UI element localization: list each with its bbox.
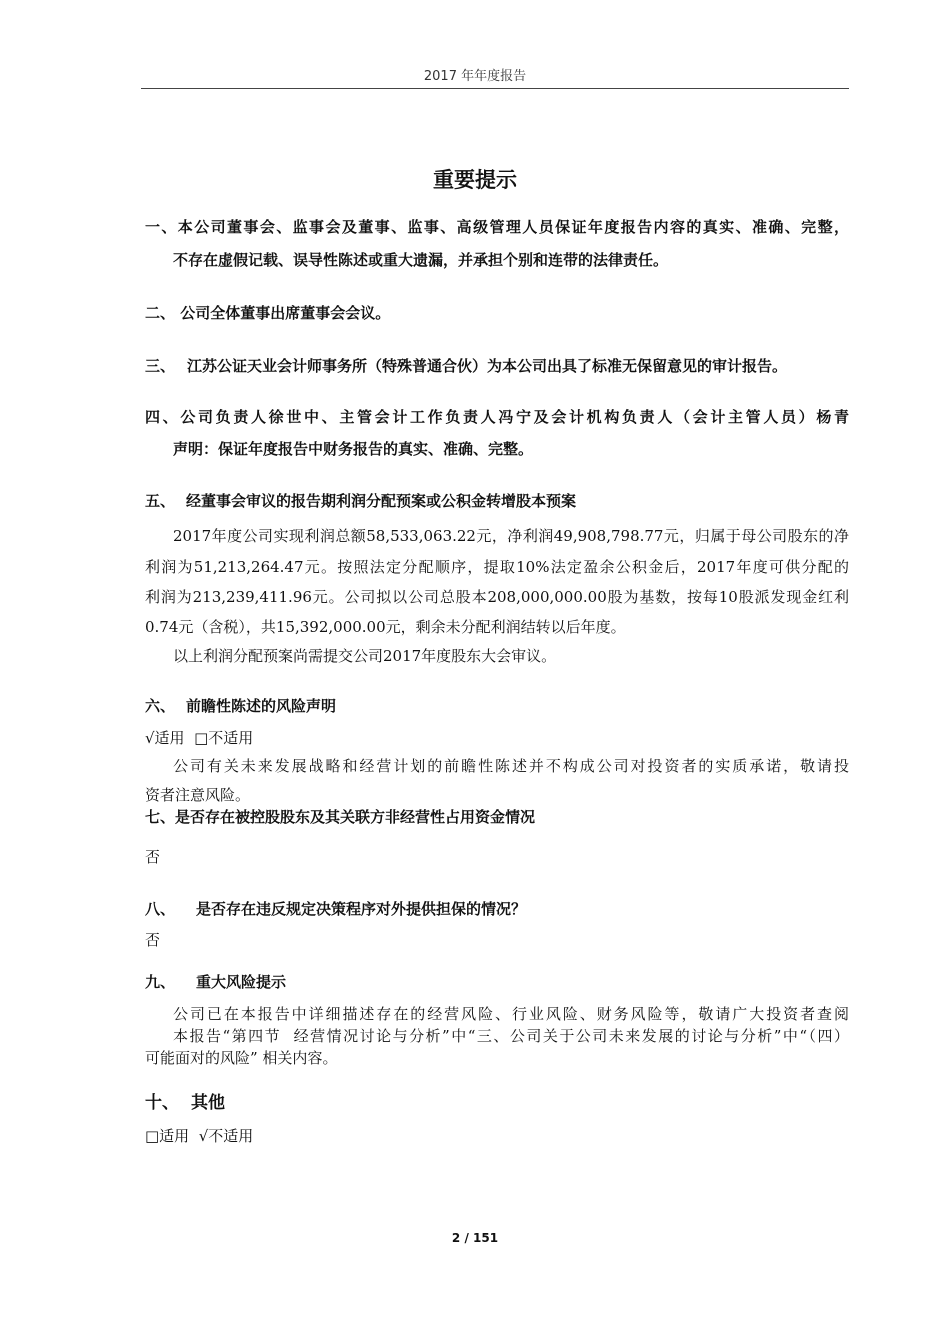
section-9-paragraph-line-3: 可能面对的风险” 相关内容。 [145, 1049, 338, 1067]
section-7-answer: 否 [145, 848, 161, 866]
section-6-paragraph-line-2: 资者注意风险。 [145, 786, 251, 804]
section-5-paragraph-line-1: 2017年度公司实现利润总额58,533,063.22元，净利润49,908,798.77元，归属于母公司股东的净 [173, 527, 849, 545]
section-4-line-2: 声明：保证年度报告中财务报告的真实、准确、完整。 [173, 440, 534, 458]
section-2: 二、 公司全体董事出席董事会会议。 [145, 304, 391, 322]
header-rule [141, 88, 849, 89]
section-5-paragraph-2: 以上利润分配预案尚需提交公司2017年度股东大会审议。 [173, 647, 557, 665]
section-10-heading: 其他 [191, 1093, 225, 1113]
section-10-number: 十、 [145, 1093, 179, 1113]
section-8-answer: 否 [145, 931, 161, 949]
section-7-heading: 七、是否存在被控股股东及其关联方非经营性占用资金情况 [145, 808, 536, 826]
section-3-text: 江苏公证天业会计师事务所（特殊普通合伙）为本公司出具了标准无保留意见的审计报告。 [187, 357, 788, 375]
section-5-paragraph-line-2: 利润为51,213,264.47元。按照法定分配顺序，提取10%法定盈余公积金后，2017年度可供分配的 [145, 558, 849, 576]
section-5-paragraph-line-4: 0.74元（含税），共15,392,000.00元，剩余未分配利润结转以后年度。 [145, 618, 626, 636]
section-6-number: 六、 [145, 697, 176, 715]
section-3-number: 三、 [145, 357, 176, 375]
section-6-paragraph-line-1: 公司有关未来发展战略和经营计划的前瞻性陈述并不构成公司对投资者的实质承诺，敬请投 [173, 757, 849, 775]
section-8-heading: 是否存在违反规定决策程序对外提供担保的情况？ [196, 900, 527, 918]
section-5-heading: 经董事会审议的报告期利润分配预案或公积金转增股本预案 [186, 492, 577, 510]
section-4-line-1: 四、公司负责人徐世中、主管会计工作负责人冯宁及会计机构负责人（会计主管人员）杨青 [145, 408, 849, 426]
section-10-applicability: □适用 √不适用 [145, 1127, 254, 1145]
section-9-heading: 重大风险提示 [196, 973, 287, 991]
section-9-paragraph-line-2: 本报告“第四节 经营情况讨论与分析”中“三、公司关于公司未来发展的讨论与分析”中“（四） [173, 1027, 849, 1045]
section-9-number: 九、 [145, 973, 176, 991]
section-8-number: 八、 [145, 900, 176, 918]
section-9-paragraph-line-1: 公司已在本报告中详细描述存在的经营风险、行业风险、财务风险等，敬请广大投资者查阅 [173, 1005, 849, 1023]
section-5-number: 五、 [145, 492, 176, 510]
section-5-paragraph-line-3: 利润为213,239,411.96元。公司拟以公司总股本208,000,000.00股为基数，按每10股派发现金红利 [145, 588, 849, 606]
section-6-applicability: √适用 □不适用 [145, 729, 254, 747]
section-1-line-1: 一、本公司董事会、监事会及董事、监事、高级管理人员保证年度报告内容的真实、准确、完整， [145, 218, 849, 236]
running-header: 2017 年年度报告 [423, 69, 527, 84]
section-6-heading: 前瞻性陈述的风险声明 [186, 697, 337, 715]
page-title: 重要提示 [433, 168, 517, 192]
page-number: 2 / 151 [451, 1231, 499, 1245]
section-1-line-2: 不存在虚假记载、误导性陈述或重大遗漏，并承担个别和连带的法律责任。 [173, 251, 669, 269]
